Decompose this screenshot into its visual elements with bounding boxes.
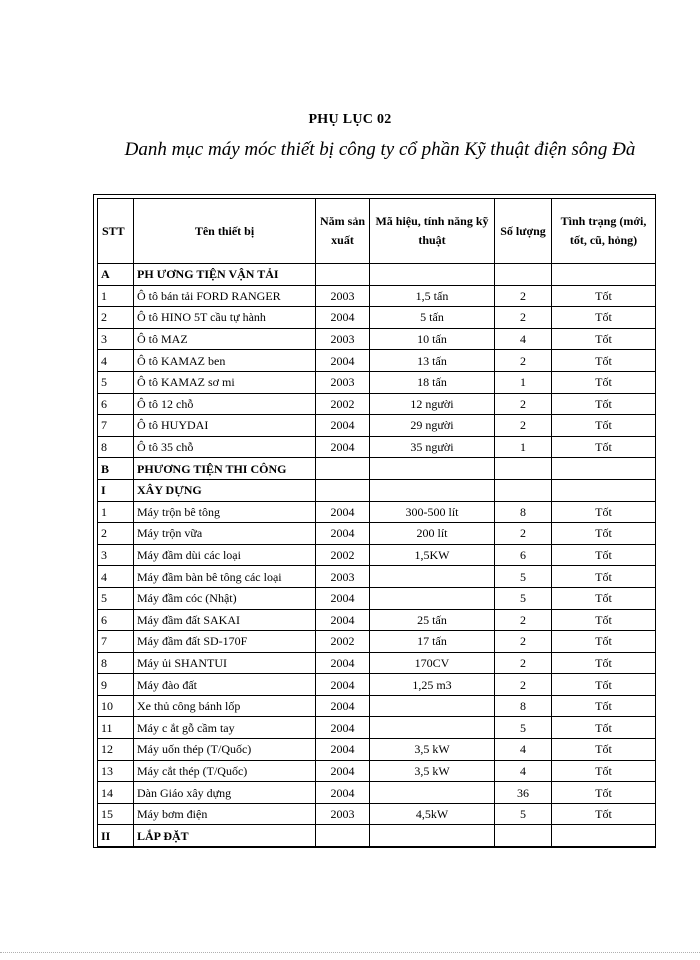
cell-spec bbox=[370, 479, 495, 501]
equipment-table bbox=[97, 198, 656, 847]
cell-spec bbox=[370, 566, 495, 588]
cell-stt: 1 bbox=[98, 285, 134, 307]
cell-year: 2003 bbox=[316, 566, 370, 588]
cell-spec: 29 người bbox=[370, 415, 495, 437]
cell-qty: 4 bbox=[495, 328, 552, 350]
cell-year: 2002 bbox=[316, 544, 370, 566]
cell-status: Tốt bbox=[552, 587, 656, 609]
cell-qty: 2 bbox=[495, 674, 552, 696]
cell-status: Tốt bbox=[552, 803, 656, 825]
cell-name: LẮP ĐẶT bbox=[134, 825, 316, 847]
cell-year: 2004 bbox=[316, 674, 370, 696]
cell-spec: 170CV bbox=[370, 652, 495, 674]
cell-spec: 13 tấn bbox=[370, 350, 495, 372]
cell-stt: 14 bbox=[98, 782, 134, 804]
cell-year: 2004 bbox=[316, 523, 370, 545]
cell-spec: 4,5kW bbox=[370, 803, 495, 825]
cell-name: Ô tô KAMAZ ben bbox=[134, 350, 316, 372]
cell-name: Ô tô MAZ bbox=[134, 328, 316, 350]
cell-status: Tốt bbox=[552, 436, 656, 458]
cell-status: Tốt bbox=[552, 371, 656, 393]
cell-name: Máy đầm bàn bê tông các loại bbox=[134, 566, 316, 588]
cell-qty: 1 bbox=[495, 436, 552, 458]
cell-qty: 2 bbox=[495, 523, 552, 545]
cell-stt: 7 bbox=[98, 415, 134, 437]
cell-year: 2004 bbox=[316, 307, 370, 329]
cell-name: Ô tô 12 chỗ bbox=[134, 393, 316, 415]
cell-name: Ô tô 35 chỗ bbox=[134, 436, 316, 458]
section-row bbox=[98, 479, 656, 501]
table-row bbox=[98, 328, 656, 350]
cell-name: Máy đầm đất SD-170F bbox=[134, 631, 316, 653]
cell-spec: 300-500 lít bbox=[370, 501, 495, 523]
cell-name: XÂY DỰNG bbox=[134, 479, 316, 501]
cell-spec: 5 tấn bbox=[370, 307, 495, 329]
cell-qty: 4 bbox=[495, 760, 552, 782]
cell-qty: 8 bbox=[495, 501, 552, 523]
table-row bbox=[98, 782, 656, 804]
cell-spec: 12 người bbox=[370, 393, 495, 415]
cell-qty: 2 bbox=[495, 609, 552, 631]
cell-status: Tốt bbox=[552, 760, 656, 782]
cell-status: Tốt bbox=[552, 631, 656, 653]
cell-qty: 2 bbox=[495, 393, 552, 415]
cell-stt: 2 bbox=[98, 307, 134, 329]
cell-status: Tốt bbox=[552, 328, 656, 350]
appendix-heading: PHỤ LỤC 02 bbox=[308, 112, 392, 127]
cell-name: Máy bơm điện bbox=[134, 803, 316, 825]
cell-spec bbox=[370, 458, 495, 480]
section-row bbox=[98, 264, 656, 286]
cell-name: Xe thủ công bánh lốp bbox=[134, 695, 316, 717]
cell-name: Máy đầm cóc (Nhật) bbox=[134, 587, 316, 609]
cell-qty bbox=[495, 825, 552, 847]
cell-stt: II bbox=[98, 825, 134, 847]
cell-spec bbox=[370, 717, 495, 739]
cell-status: Tốt bbox=[552, 609, 656, 631]
cell-year: 2004 bbox=[316, 739, 370, 761]
table-row bbox=[98, 587, 656, 609]
cell-status: Tốt bbox=[552, 652, 656, 674]
cell-year: 2004 bbox=[316, 760, 370, 782]
cell-status: Tốt bbox=[552, 674, 656, 696]
header-name: Tên thiết bị bbox=[134, 199, 316, 264]
cell-spec: 25 tấn bbox=[370, 609, 495, 631]
table-row bbox=[98, 544, 656, 566]
cell-name: Máy ủi SHANTUI bbox=[134, 652, 316, 674]
cell-year: 2003 bbox=[316, 285, 370, 307]
cell-year bbox=[316, 458, 370, 480]
cell-qty: 5 bbox=[495, 803, 552, 825]
cell-spec: 1,5 tấn bbox=[370, 285, 495, 307]
cell-spec: 18 tấn bbox=[370, 371, 495, 393]
cell-name: Dàn Giáo xây dựng bbox=[134, 782, 316, 804]
cell-year bbox=[316, 264, 370, 286]
cell-stt: 3 bbox=[98, 544, 134, 566]
cell-name: Ô tô bán tải FORD RANGER bbox=[134, 285, 316, 307]
table-row bbox=[98, 695, 656, 717]
cell-status: Tốt bbox=[552, 307, 656, 329]
cell-spec: 1,25 m3 bbox=[370, 674, 495, 696]
table-row bbox=[98, 652, 656, 674]
table-row bbox=[98, 436, 656, 458]
cell-year: 2004 bbox=[316, 350, 370, 372]
cell-stt: 8 bbox=[98, 652, 134, 674]
cell-spec: 200 lít bbox=[370, 523, 495, 545]
header-stt: STT bbox=[98, 199, 134, 264]
table-header-row bbox=[98, 199, 656, 264]
cell-stt: 5 bbox=[98, 371, 134, 393]
cell-spec bbox=[370, 264, 495, 286]
cell-year: 2004 bbox=[316, 652, 370, 674]
cell-qty bbox=[495, 458, 552, 480]
cell-status bbox=[552, 479, 656, 501]
cell-year: 2004 bbox=[316, 609, 370, 631]
cell-stt: 7 bbox=[98, 631, 134, 653]
cell-qty: 8 bbox=[495, 695, 552, 717]
cell-stt: 11 bbox=[98, 717, 134, 739]
cell-year: 2004 bbox=[316, 415, 370, 437]
cell-year: 2002 bbox=[316, 393, 370, 415]
table-row bbox=[98, 501, 656, 523]
cell-name: Máy cắt thép (T/Quốc) bbox=[134, 760, 316, 782]
table-row bbox=[98, 350, 656, 372]
cell-name: Máy đầm dùi các loại bbox=[134, 544, 316, 566]
cell-name: Máy uốn thép (T/Quốc) bbox=[134, 739, 316, 761]
cell-status: Tốt bbox=[552, 739, 656, 761]
cell-status: Tốt bbox=[552, 501, 656, 523]
cell-qty: 2 bbox=[495, 350, 552, 372]
cell-stt: 4 bbox=[98, 566, 134, 588]
cell-status: Tốt bbox=[552, 285, 656, 307]
cell-stt: I bbox=[98, 479, 134, 501]
cell-name: Ô tô HUYDAI bbox=[134, 415, 316, 437]
table-row bbox=[98, 803, 656, 825]
table-row bbox=[98, 285, 656, 307]
cell-name: Ô tô KAMAZ sơ mi bbox=[134, 371, 316, 393]
cell-status: Tốt bbox=[552, 415, 656, 437]
cell-name: PH ƯƠNG TIỆN VẬN TẢI bbox=[134, 264, 316, 286]
cell-year: 2004 bbox=[316, 501, 370, 523]
table-row bbox=[98, 631, 656, 653]
cell-year: 2003 bbox=[316, 328, 370, 350]
cell-stt: 9 bbox=[98, 674, 134, 696]
cell-stt: 2 bbox=[98, 523, 134, 545]
table-row bbox=[98, 415, 656, 437]
cell-stt: 6 bbox=[98, 393, 134, 415]
cell-status: Tốt bbox=[552, 782, 656, 804]
cell-qty: 36 bbox=[495, 782, 552, 804]
cell-qty bbox=[495, 264, 552, 286]
cell-status: Tốt bbox=[552, 695, 656, 717]
cell-status: Tốt bbox=[552, 393, 656, 415]
table-row bbox=[98, 523, 656, 545]
table-row bbox=[98, 760, 656, 782]
cell-qty: 2 bbox=[495, 307, 552, 329]
table-body bbox=[98, 264, 656, 847]
page-bottom-dotted-line bbox=[0, 952, 700, 953]
cell-spec: 10 tấn bbox=[370, 328, 495, 350]
cell-stt: 6 bbox=[98, 609, 134, 631]
cell-name: Máy trộn vữa bbox=[134, 523, 316, 545]
cell-qty: 5 bbox=[495, 587, 552, 609]
cell-stt: 8 bbox=[98, 436, 134, 458]
cell-status bbox=[552, 264, 656, 286]
cell-year: 2004 bbox=[316, 717, 370, 739]
cell-stt: 1 bbox=[98, 501, 134, 523]
cell-status bbox=[552, 458, 656, 480]
cell-status: Tốt bbox=[552, 717, 656, 739]
cell-year: 2004 bbox=[316, 782, 370, 804]
document-title: Danh mục máy móc thiết bị công ty cổ phần Kỹ thuật điện sông Đà bbox=[124, 139, 636, 160]
cell-spec bbox=[370, 782, 495, 804]
cell-qty bbox=[495, 479, 552, 501]
cell-spec: 1,5KW bbox=[370, 544, 495, 566]
cell-name: Máy đào đất bbox=[134, 674, 316, 696]
table-row bbox=[98, 674, 656, 696]
cell-stt: A bbox=[98, 264, 134, 286]
cell-stt: B bbox=[98, 458, 134, 480]
cell-status: Tốt bbox=[552, 523, 656, 545]
cell-spec: 3,5 kW bbox=[370, 760, 495, 782]
table-row bbox=[98, 739, 656, 761]
cell-name: Ô tô HINO 5T cầu tự hành bbox=[134, 307, 316, 329]
header-year: Năm sản xuất bbox=[316, 199, 370, 264]
cell-status: Tốt bbox=[552, 350, 656, 372]
cell-status bbox=[552, 825, 656, 847]
cell-name: Máy c ắt gỗ cầm tay bbox=[134, 717, 316, 739]
cell-qty: 2 bbox=[495, 285, 552, 307]
cell-qty: 6 bbox=[495, 544, 552, 566]
header-status: Tình trạng (mới, tốt, cũ, hỏng) bbox=[552, 199, 656, 264]
cell-qty: 2 bbox=[495, 631, 552, 653]
cell-qty: 1 bbox=[495, 371, 552, 393]
cell-qty: 2 bbox=[495, 652, 552, 674]
table-row bbox=[98, 566, 656, 588]
cell-status: Tốt bbox=[552, 566, 656, 588]
cell-year: 2004 bbox=[316, 436, 370, 458]
cell-year: 2004 bbox=[316, 587, 370, 609]
table-row bbox=[98, 393, 656, 415]
section-row bbox=[98, 825, 656, 847]
cell-year: 2003 bbox=[316, 371, 370, 393]
cell-spec bbox=[370, 825, 495, 847]
cell-name: Máy trộn bê tông bbox=[134, 501, 316, 523]
cell-spec bbox=[370, 695, 495, 717]
cell-name: PHƯƠNG TIỆN THI CÔNG bbox=[134, 458, 316, 480]
cell-name: Máy đầm đất SAKAI bbox=[134, 609, 316, 631]
cell-stt: 13 bbox=[98, 760, 134, 782]
cell-qty: 5 bbox=[495, 566, 552, 588]
header-qty: Số lượng bbox=[495, 199, 552, 264]
cell-qty: 4 bbox=[495, 739, 552, 761]
table-row bbox=[98, 371, 656, 393]
cell-qty: 2 bbox=[495, 415, 552, 437]
section-row bbox=[98, 458, 656, 480]
cell-year: 2002 bbox=[316, 631, 370, 653]
cell-year bbox=[316, 479, 370, 501]
cell-stt: 15 bbox=[98, 803, 134, 825]
cell-stt: 3 bbox=[98, 328, 134, 350]
table-row bbox=[98, 307, 656, 329]
cell-spec: 35 người bbox=[370, 436, 495, 458]
cell-year: 2004 bbox=[316, 695, 370, 717]
table-row bbox=[98, 609, 656, 631]
cell-stt: 4 bbox=[98, 350, 134, 372]
cell-year: 2003 bbox=[316, 803, 370, 825]
cell-stt: 5 bbox=[98, 587, 134, 609]
header-spec: Mã hiệu, tính năng kỹ thuật bbox=[370, 199, 495, 264]
cell-status: Tốt bbox=[552, 544, 656, 566]
cell-spec: 17 tấn bbox=[370, 631, 495, 653]
cell-spec: 3,5 kW bbox=[370, 739, 495, 761]
cell-year bbox=[316, 825, 370, 847]
cell-qty: 5 bbox=[495, 717, 552, 739]
cell-spec bbox=[370, 587, 495, 609]
cell-stt: 10 bbox=[98, 695, 134, 717]
table-row bbox=[98, 717, 656, 739]
cell-stt: 12 bbox=[98, 739, 134, 761]
